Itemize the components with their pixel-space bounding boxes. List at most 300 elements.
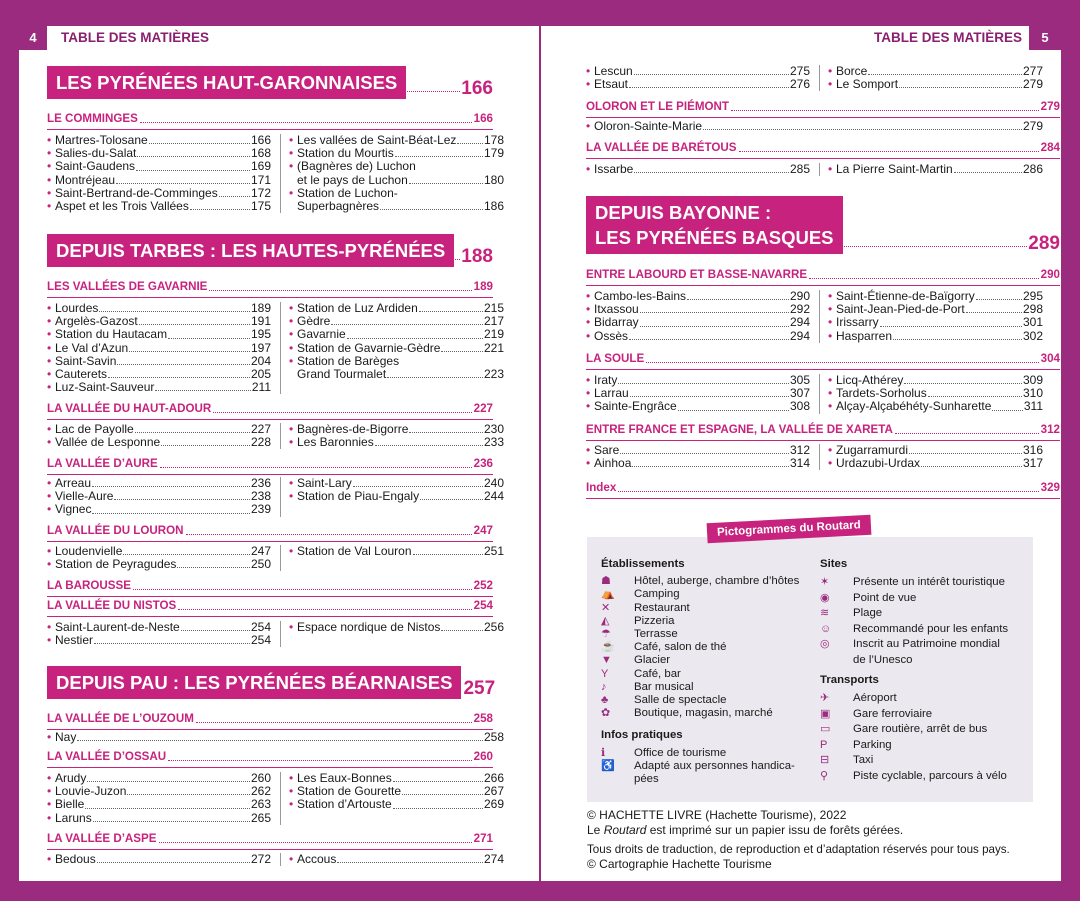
toc-entry[interactable]	[47, 798, 271, 811]
entry-name: Lourdes	[55, 301, 99, 315]
picto-label	[634, 575, 799, 588]
bullet: •	[586, 373, 591, 387]
subsection-page: 304	[1040, 352, 1060, 365]
dot-leader	[407, 91, 460, 92]
entry-name: Station de Luz Ardiden	[297, 301, 418, 315]
section-heading[interactable]	[47, 234, 493, 267]
camping-icon: ⛺	[601, 588, 615, 601]
entry-name: Espace nordique de Nistos	[297, 620, 441, 634]
entry-page: 223	[483, 367, 504, 382]
entry-name: Gèdre	[297, 314, 331, 329]
entry-name: Gavarnie	[297, 327, 346, 342]
entry-page: 251	[483, 544, 504, 558]
toc-entry-continued	[289, 368, 504, 381]
toc-entry[interactable]	[586, 400, 810, 413]
entry-columns	[47, 423, 504, 449]
dot-leader	[895, 433, 1039, 434]
bullet: •	[586, 162, 591, 176]
section-title: LES PYRÉNÉES HAUT-GARONNAISES	[47, 66, 406, 99]
entry-page: 274	[483, 852, 504, 866]
terrasse-icon: ☂	[601, 628, 611, 641]
dot-leader	[739, 151, 1039, 152]
dot-leader	[92, 486, 250, 487]
entry-columns	[47, 772, 504, 825]
section-heading[interactable]	[47, 66, 493, 99]
dot-leader	[904, 383, 1022, 384]
bullet: •	[828, 373, 833, 387]
entry-page: 316	[1022, 443, 1043, 457]
bullet: •	[47, 422, 52, 436]
dot-leader	[703, 129, 1022, 130]
copyright-brand: Routard	[603, 823, 647, 838]
toc-entry[interactable]	[47, 160, 271, 173]
bullet: •	[289, 435, 294, 450]
entry-page: 169	[250, 159, 271, 174]
toc-entry[interactable]	[289, 342, 504, 355]
subsection-heading[interactable]	[47, 524, 493, 542]
entry-page: 258	[483, 730, 504, 744]
dot-leader	[337, 862, 483, 863]
picto-row	[820, 591, 1025, 607]
picto-row	[601, 707, 811, 720]
entry-name: Saint-Savin	[55, 353, 117, 368]
subsection-heading[interactable]	[586, 481, 1060, 499]
dot-leader	[108, 377, 250, 378]
bullet: •	[47, 146, 52, 161]
dot-leader	[190, 209, 250, 210]
entry-name: Montréjeau	[55, 172, 116, 187]
entry-page: 254	[250, 620, 271, 634]
bullet: •	[289, 353, 294, 368]
toc-entry[interactable]	[47, 558, 271, 571]
entry-name: Aspet et les Trois Vallées	[55, 199, 189, 214]
toc-entry[interactable]	[828, 400, 1043, 413]
picto-label	[634, 668, 681, 681]
subsection-heading[interactable]	[586, 423, 1060, 441]
toc-entry[interactable]	[47, 342, 271, 355]
dot-leader	[409, 183, 483, 184]
picto-text: Salle de spectacle	[634, 694, 727, 707]
toc-entry[interactable]	[47, 731, 504, 744]
dot-leader	[140, 122, 472, 123]
toc-entry[interactable]	[289, 621, 504, 634]
running-head: TABLE DES MATIÈRES	[874, 30, 1023, 45]
picto-text: Plage	[853, 607, 883, 620]
entry-page: 277	[1022, 64, 1043, 78]
picto-text: Restaurant	[634, 601, 690, 614]
toc-entry-continued	[289, 174, 504, 187]
entry-page: 244	[483, 489, 504, 504]
entry-column-left	[586, 163, 810, 176]
dot-leader	[844, 246, 1028, 247]
toc-entry[interactable]	[586, 457, 810, 470]
dot-leader	[127, 794, 250, 795]
dot-leader	[77, 740, 483, 741]
dot-leader	[632, 466, 789, 467]
subsection-heading[interactable]	[47, 579, 493, 597]
bullet: •	[47, 301, 52, 315]
toc-entry[interactable]	[586, 163, 810, 176]
dot-leader	[409, 432, 483, 433]
subsection-title: LA VALLÉE D’ASPE	[47, 832, 157, 845]
subsection-title: LA VALLÉE DU NISTOS	[47, 599, 177, 612]
subsection-page: 279	[1040, 100, 1060, 113]
dot-leader	[209, 290, 471, 291]
subsection-title: LA VALLÉE DU HAUT-ADOUR	[47, 402, 212, 415]
entry-column-left	[47, 731, 504, 744]
subsection-heading[interactable]	[586, 352, 1060, 370]
picto-label	[634, 628, 678, 641]
picto-row	[601, 628, 811, 641]
entry-name: Nay	[55, 730, 77, 744]
entry-name: Les vallées de Saint-Béat-Lez	[297, 133, 457, 147]
subsection-page: 284	[1040, 141, 1060, 154]
glacier-icon: ▼	[601, 654, 612, 667]
subsection-heading[interactable]	[47, 712, 493, 730]
entry-name: Itxassou	[594, 302, 639, 317]
section-heading[interactable]	[586, 196, 1060, 254]
entry-page: 295	[1022, 289, 1043, 303]
subsection-heading[interactable]	[47, 280, 493, 298]
toc-entry[interactable]	[47, 328, 271, 341]
restaurant-icon: ✕	[601, 601, 611, 614]
shop-icon: ✿	[601, 707, 611, 720]
dot-leader	[97, 862, 250, 863]
entry-page: 211	[251, 380, 271, 395]
entry-page: 265	[250, 810, 271, 825]
entry-page: 178	[483, 133, 504, 147]
dot-leader	[809, 278, 1039, 279]
entry-name: Laruns	[55, 810, 92, 825]
dot-leader	[94, 643, 250, 644]
subsection-heading[interactable]	[47, 832, 493, 850]
dot-leader	[640, 326, 789, 327]
entry-columns	[47, 621, 504, 647]
picto-row	[820, 622, 1025, 638]
subsection-heading[interactable]	[47, 750, 493, 768]
dot-leader	[133, 589, 472, 590]
picto-label	[634, 681, 694, 694]
dot-leader	[893, 339, 1022, 340]
section-heading[interactable]	[47, 666, 496, 699]
entry-name: (Bagnères de) Luchon	[297, 159, 416, 174]
entry-page: 205	[250, 367, 271, 382]
entry-column-left	[47, 772, 271, 825]
entry-page: 186	[483, 199, 504, 214]
section-title	[586, 196, 843, 254]
dot-leader	[85, 808, 250, 809]
dot-leader	[455, 259, 460, 260]
subsection-heading[interactable]	[586, 141, 1060, 159]
dot-leader	[395, 156, 483, 157]
dot-leader	[966, 312, 1022, 313]
picto-text: Adapté aux personnes handica-	[634, 759, 795, 772]
entry-page: 175	[250, 199, 271, 214]
subsection-heading[interactable]	[47, 402, 493, 420]
dot-leader	[135, 432, 250, 433]
subsection-title: LA VALLÉE DE L’OUZOUM	[47, 712, 194, 725]
entry-page: 294	[789, 328, 810, 343]
dot-leader	[139, 324, 250, 325]
toc-entry[interactable]	[289, 328, 504, 341]
entry-page: 276	[789, 77, 810, 92]
dot-leader	[129, 351, 250, 352]
dot-leader	[213, 412, 471, 413]
toc-entry[interactable]	[828, 316, 1043, 329]
pictos-left-column	[601, 558, 811, 786]
picto-label	[853, 691, 897, 707]
toc-entry[interactable]	[289, 545, 504, 558]
dot-leader	[181, 630, 250, 631]
entry-page: 269	[483, 797, 504, 812]
interest-icon: ✶	[820, 576, 830, 589]
music-icon: ♪	[601, 680, 607, 693]
dot-leader	[928, 396, 1022, 397]
toc-entry[interactable]	[47, 436, 271, 449]
entry-name: Tardets-Sorholus	[836, 386, 927, 401]
picto-row	[601, 615, 811, 628]
entry-column-left	[586, 374, 810, 414]
dot-leader	[413, 554, 483, 555]
entry-name: La Pierre Saint-Martin	[836, 162, 953, 176]
picto-label	[634, 588, 680, 601]
dot-leader	[646, 362, 1038, 363]
picto-label	[853, 738, 892, 754]
subsection-title: OLORON ET LE PIÉMONT	[586, 100, 729, 113]
entry-column-left	[47, 302, 271, 394]
toc-entry[interactable]	[828, 78, 1043, 91]
entry-page: 256	[483, 620, 504, 634]
subsection-page: 254	[473, 599, 493, 612]
entry-column-right	[819, 290, 1043, 343]
dot-leader	[640, 312, 789, 313]
picto-text: Présente un intérêt touristique	[853, 576, 1005, 589]
entry-page: 179	[483, 146, 504, 161]
entry-page: 221	[483, 340, 504, 355]
toc-entry[interactable]	[289, 160, 504, 173]
bullet: •	[47, 314, 52, 329]
subsection-heading[interactable]	[47, 457, 493, 475]
dot-leader	[149, 143, 250, 144]
toc-entry[interactable]	[289, 798, 504, 811]
entry-page: 262	[250, 784, 271, 799]
entry-name: Lac de Payolle	[55, 422, 134, 436]
picto-label	[634, 747, 726, 760]
toc-entry[interactable]	[47, 381, 271, 394]
bullet: •	[47, 327, 52, 342]
bullet: •	[586, 399, 591, 414]
toc-entry[interactable]	[289, 853, 504, 866]
entry-page: 233	[483, 435, 504, 450]
picto-row	[601, 760, 811, 786]
dot-leader	[196, 722, 472, 723]
entry-name: Louvie-Juzon	[55, 784, 127, 799]
dot-leader	[116, 183, 250, 184]
dot-leader	[393, 781, 483, 782]
picto-label	[853, 753, 873, 769]
toc-entry[interactable]	[586, 330, 810, 343]
entry-columns	[586, 163, 1043, 176]
subsection-page: 290	[1040, 268, 1060, 281]
subsection-heading[interactable]	[586, 100, 1060, 118]
toc-entry[interactable]	[47, 174, 271, 187]
picto-label	[634, 707, 773, 720]
entry-page: 285	[789, 162, 810, 176]
toc-entry[interactable]	[828, 330, 1043, 343]
toc-entry[interactable]	[47, 200, 271, 213]
picto-row	[820, 637, 1025, 668]
bullet: •	[47, 159, 52, 174]
subsection-page: 227	[473, 402, 493, 415]
toc-entry[interactable]	[828, 163, 1043, 176]
picto-text: Aéroport	[853, 692, 897, 705]
picto-row	[820, 707, 1025, 723]
entry-column-right	[280, 621, 504, 647]
entry-column-left	[47, 423, 271, 449]
entry-name: Arudy	[55, 771, 87, 785]
dot-leader	[347, 338, 483, 339]
picto-text: Café, bar	[634, 667, 681, 680]
dot-leader	[387, 377, 483, 378]
entry-name: Oloron-Sainte-Marie	[594, 119, 703, 133]
entry-page: 307	[789, 386, 810, 401]
bullet: •	[828, 302, 833, 317]
entry-page: 260	[250, 771, 271, 785]
entry-columns	[586, 290, 1043, 343]
entry-name: Saint-Étienne-de-Baïgorry	[836, 289, 975, 303]
entry-name: Station de Barèges	[297, 353, 400, 368]
entry-column-right	[280, 772, 504, 825]
toc-entry[interactable]	[47, 634, 271, 647]
dot-leader	[159, 842, 472, 843]
bullet: •	[47, 633, 52, 648]
entry-columns	[47, 545, 504, 571]
picto-row	[601, 668, 811, 681]
viewpoint-icon: ◉	[820, 591, 830, 604]
bullet: •	[47, 771, 52, 785]
entry-page: 215	[483, 301, 504, 315]
bullet: •	[289, 314, 294, 329]
entry-page: 197	[250, 340, 271, 355]
entry-name: Argelès-Gazost	[55, 314, 138, 329]
bullet: •	[828, 456, 833, 471]
entry-columns	[47, 853, 504, 866]
bullet: •	[47, 380, 52, 395]
picto-text: Piste cyclable, parcours à vélo	[853, 769, 1007, 782]
entry-name: Saint-Lary	[297, 476, 352, 490]
entry-name: Urdazubi-Urdax	[836, 456, 921, 471]
picto-label	[853, 622, 1008, 638]
entry-page: 230	[483, 422, 504, 436]
entry-page: 180	[483, 172, 504, 187]
dot-leader	[402, 794, 483, 795]
section-page: 166	[461, 78, 493, 99]
toc-entry[interactable]	[586, 78, 810, 91]
subsection-title: LA SOULE	[586, 352, 645, 365]
toc-entry[interactable]	[47, 503, 271, 516]
picto-text: de l’Unesco	[853, 653, 913, 666]
entry-page: 301	[1022, 315, 1043, 330]
entry-name: Bielle	[55, 797, 85, 812]
entry-page: 168	[250, 146, 271, 161]
subsection-title: LA VALLÉE D’AURE	[47, 457, 158, 470]
entry-column-left	[586, 65, 810, 91]
dot-leader	[976, 299, 1022, 300]
entry-name: Ainhoa	[594, 456, 632, 471]
toc-entry[interactable]	[289, 436, 504, 449]
toc-entry[interactable]	[586, 120, 1043, 133]
entry-name: Cauterets	[55, 367, 108, 382]
toc-entry[interactable]	[47, 812, 271, 825]
subsection-title: LA BAROUSSE	[47, 579, 131, 592]
dot-leader	[909, 453, 1022, 454]
entry-name: Vielle-Aure	[55, 489, 114, 504]
dot-leader	[687, 299, 789, 300]
entry-name: Hasparren	[836, 328, 893, 343]
dot-leader	[731, 110, 1039, 111]
entry-name: Le Val d’Azun	[55, 340, 129, 355]
entry-name: Station de Peyragudes	[55, 557, 177, 572]
dot-leader	[114, 499, 249, 500]
toc-entry[interactable]	[828, 457, 1043, 470]
bullet: •	[289, 489, 294, 504]
train-icon: ▣	[820, 707, 831, 720]
bullet: •	[289, 771, 294, 785]
entry-name: Le Somport	[836, 77, 899, 92]
entry-name: Station de Gourette	[297, 784, 402, 799]
picto-label	[634, 602, 690, 615]
entry-page: 239	[250, 502, 271, 517]
bullet: •	[289, 159, 294, 174]
entry-page: 305	[789, 373, 810, 387]
toc-entry[interactable]	[47, 853, 271, 866]
picto-text: Point de vue	[853, 591, 917, 604]
bullet: •	[289, 476, 294, 490]
bullet: •	[47, 810, 52, 825]
dot-leader	[168, 760, 471, 761]
entry-name: Station d’Artouste	[297, 797, 392, 812]
picto-row	[601, 654, 811, 667]
dot-leader	[160, 467, 472, 468]
bullet: •	[47, 730, 52, 744]
subsection-title: LA VALLÉE DU LOURON	[47, 524, 184, 537]
toc-entry[interactable]	[586, 316, 810, 329]
picto-text: Terrasse	[634, 628, 678, 641]
subsection-heading[interactable]	[47, 599, 493, 617]
entry-columns	[47, 477, 504, 517]
subsection-heading[interactable]	[586, 268, 1060, 286]
subsection-heading[interactable]	[47, 112, 493, 130]
bullet: •	[586, 456, 591, 471]
entry-name: Ossès	[594, 328, 629, 343]
bullet: •	[47, 502, 52, 517]
section-title-line: DEPUIS BAYONNE :	[595, 202, 772, 223]
entry-name: Station de Luchon-	[297, 185, 398, 200]
picto-row	[820, 722, 1025, 738]
bullet: •	[289, 133, 294, 147]
dot-leader	[380, 209, 483, 210]
picto-row	[820, 769, 1025, 785]
entry-column-right	[280, 853, 504, 866]
picto-label	[853, 575, 1005, 591]
bullet: •	[47, 199, 52, 214]
bullet: •	[47, 367, 52, 382]
section-page: 188	[461, 246, 493, 267]
picto-row	[820, 753, 1025, 769]
toc-entry[interactable]	[289, 490, 504, 503]
info-icon: ℹ	[601, 746, 606, 759]
dot-leader	[678, 410, 789, 411]
